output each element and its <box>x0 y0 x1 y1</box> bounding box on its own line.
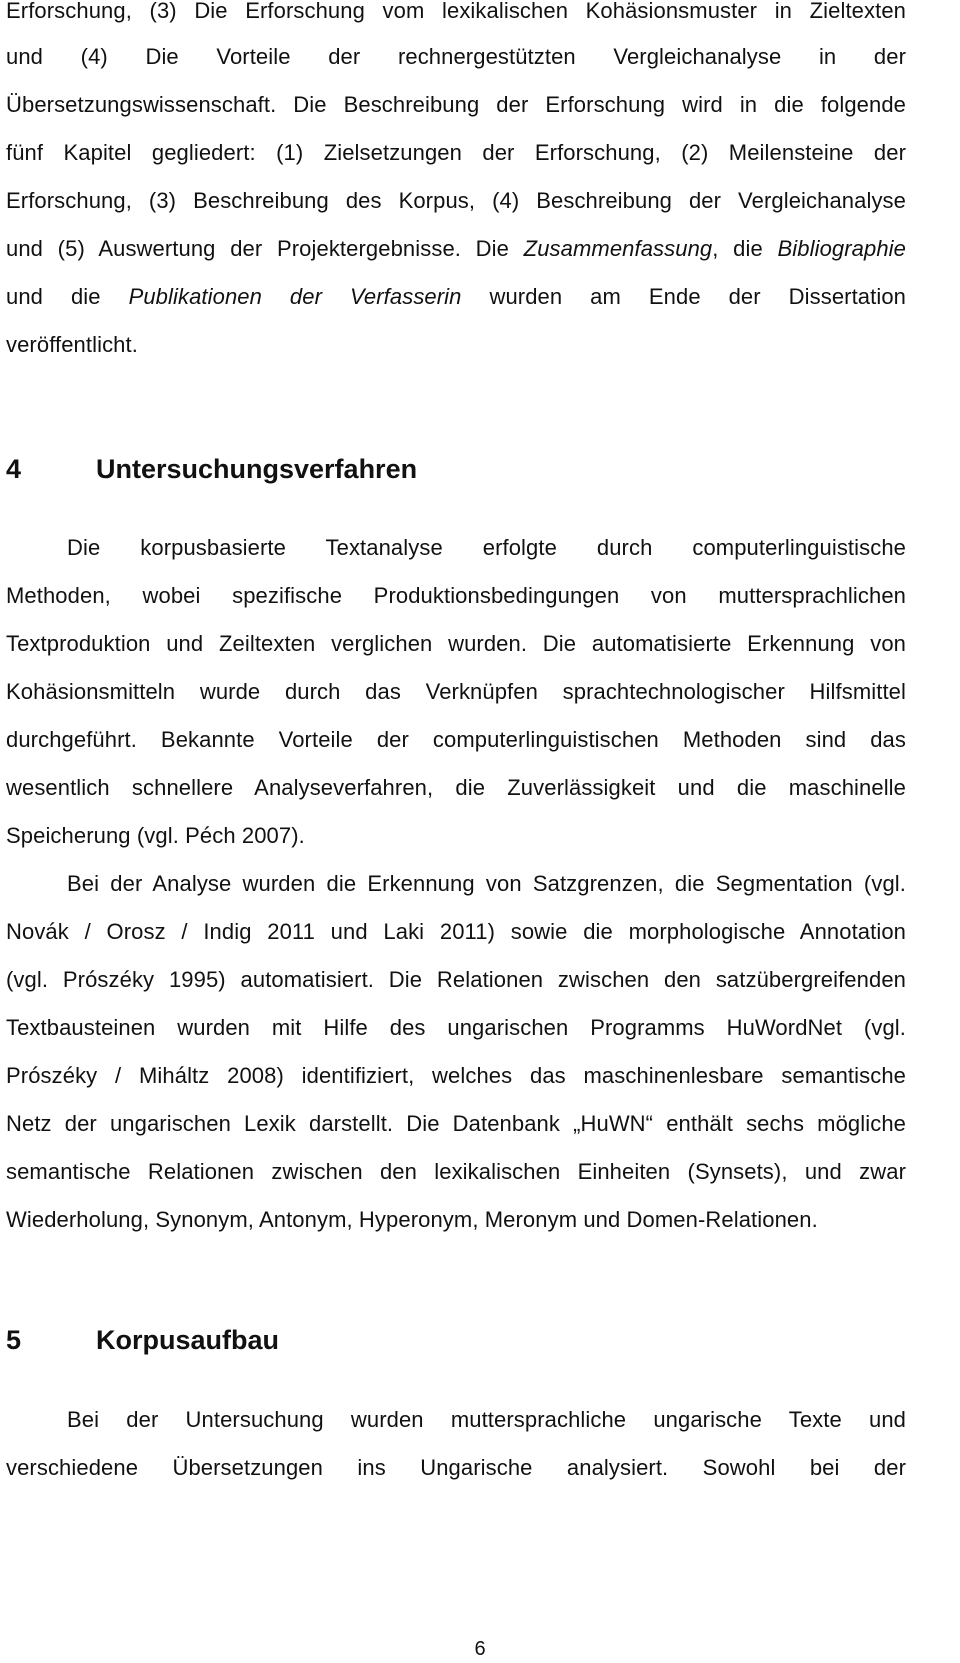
section-title: Untersuchungsverfahren <box>96 454 418 484</box>
text-line: Speicherung (vgl. Péch 2007). <box>6 823 305 848</box>
text-line: durchgeführt. Bekannte Vorteile der computerlinguistischen Methoden sind das <box>6 727 906 752</box>
section-number: 5 <box>6 1325 22 1355</box>
page-number: 6 <box>474 1638 486 1660</box>
text-line: Bei der Analyse wurden die Erkennung von Satzgrenzen, die Segmentation (vgl. <box>67 871 906 896</box>
text-run: wurden am Ende der Dissertation <box>461 284 906 309</box>
text-line <box>6 234 906 264</box>
text-line: Die korpusbasierte Textanalyse erfolgte durch computerlinguistische <box>67 535 906 560</box>
text-line: Methoden, wobei spezifische Produktionsbedingungen von muttersprachlichen <box>6 583 906 608</box>
text-line: Textproduktion und Zeiltexten verglichen wurden. Die automatisierte Erkennung von <box>6 631 906 656</box>
text-line: Textbausteinen wurden mit Hilfe des ungarischen Programms HuWordNet (vgl. <box>6 1015 906 1040</box>
section-heading <box>6 452 417 486</box>
italic-term: Bibliographie <box>777 236 906 261</box>
text-line: Erforschung, (3) Die Erforschung vom lexikalischen Kohäsionsmuster in Zieltexten <box>6 0 906 23</box>
text-line: semantische Relationen zwischen den lexikalischen Einheiten (Synsets), und zwar <box>6 1159 906 1184</box>
text-line: Prószéky / Miháltz 2008) identifiziert, welches das maschinenlesbare semantische <box>6 1063 906 1088</box>
section-heading <box>6 1323 279 1357</box>
text-line: Wiederholung, Synonym, Antonym, Hyperonym, Meronym und Domen-Relationen. <box>6 1207 818 1232</box>
text-run: und (5) Auswertung der Projektergebnisse. Die <box>6 236 524 261</box>
text-line: Bei der Untersuchung wurden muttersprachliche ungarische Texte und <box>67 1407 906 1432</box>
section-title: Korpusaufbau <box>96 1325 280 1355</box>
italic-term: Publikationen der Verfasserin <box>128 284 462 309</box>
text-line: verschiedene Übersetzungen ins Ungarische analysiert. Sowohl bei der <box>6 1455 906 1480</box>
text-line: und (4) Die Vorteile der rechnergestützten Vergleichanalyse in der <box>6 44 906 69</box>
document-page <box>6 0 906 1663</box>
text-line: (vgl. Prószéky 1995) automatisiert. Die Relationen zwischen den satzübergreifenden <box>6 967 906 992</box>
text-line: Novák / Orosz / Indig 2011 und Laki 2011) sowie die morphologische Annotation <box>6 919 906 944</box>
text-line: wesentlich schnellere Analyseverfahren, die Zuverlässigkeit und die maschinelle <box>6 775 906 800</box>
text-line: Übersetzungswissenschaft. Die Beschreibung der Erforschung wird in die folgende <box>6 92 906 117</box>
text-line: veröffentlicht. <box>6 332 138 357</box>
text-line: Kohäsionsmitteln wurde durch das Verknüpfen sprachtechnologischer Hilfsmittel <box>6 679 906 704</box>
italic-term: Zusammenfassung <box>523 236 713 261</box>
text-line: fünf Kapitel gegliedert: (1) Zielsetzungen der Erforschung, (2) Meilensteine der <box>6 140 906 165</box>
section-number: 4 <box>6 454 22 484</box>
text-line: Erforschung, (3) Beschreibung des Korpus, (4) Beschreibung der Vergleichanalyse <box>6 188 906 213</box>
text-line <box>6 282 906 312</box>
text-line: Netz der ungarischen Lexik darstellt. Die Datenbank „HuWN“ enthält sechs mögliche <box>6 1111 906 1136</box>
text-run: , die <box>712 236 778 261</box>
text-run: und die <box>6 284 129 309</box>
